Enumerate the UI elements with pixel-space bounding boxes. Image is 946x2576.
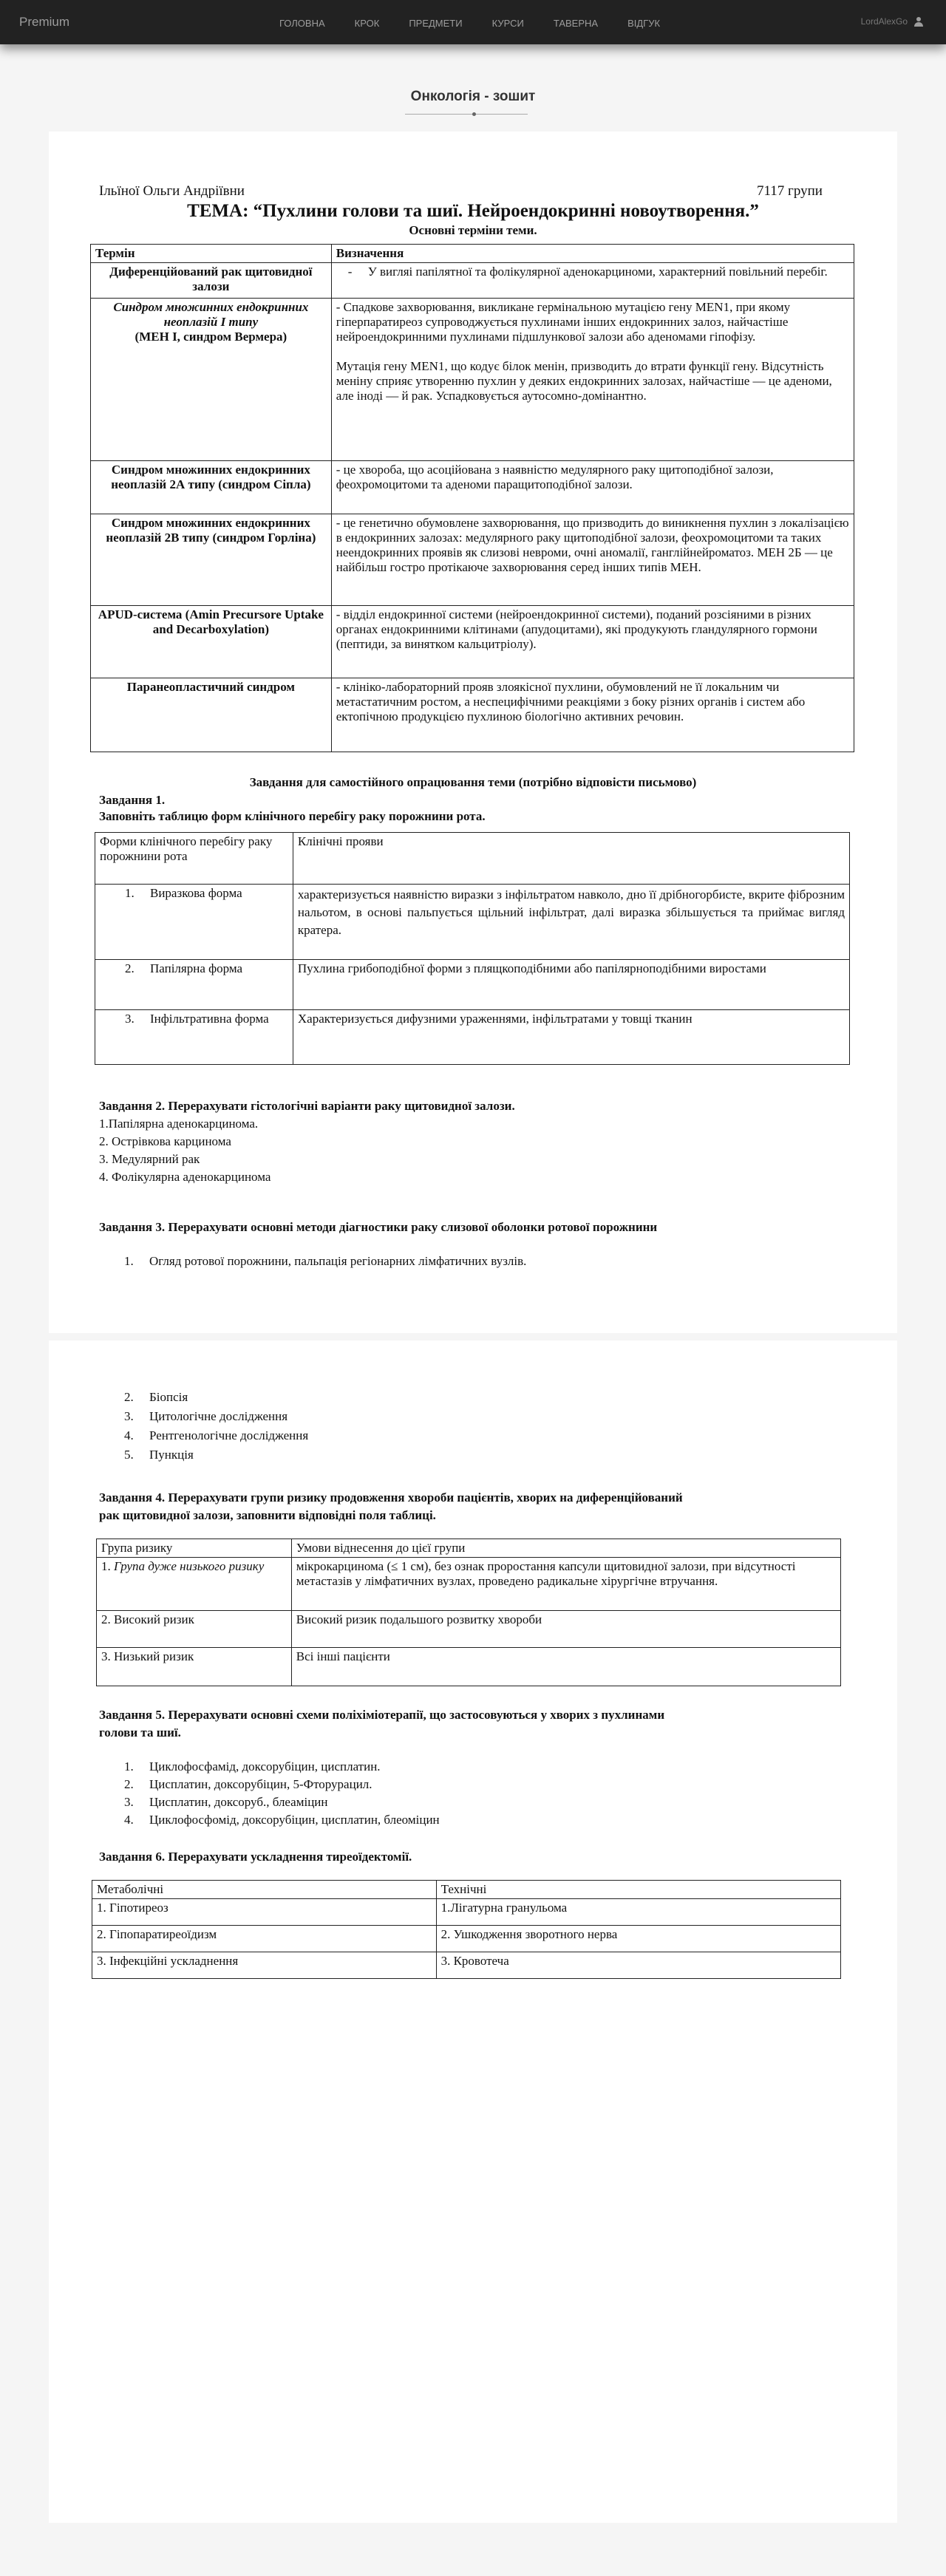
title-divider-dot (472, 112, 476, 116)
table-row (97, 1611, 841, 1648)
table-header-cell: Група ризику (97, 1539, 292, 1558)
list-number: 2. (124, 1390, 134, 1404)
definition-text: У вигляі папілятної та фолікулярної аденокарциноми, характерний повільний перебіг. (367, 265, 828, 279)
terms-table (90, 244, 854, 752)
student-name: Ільїної Ольги Андріївни (99, 183, 245, 199)
table-header-row (92, 1881, 841, 1899)
list-number: 1. (124, 1254, 134, 1268)
term-cell: Синдром множинних ендокринних неоплазій 2А типу (синдром Сіпла) (91, 461, 332, 514)
task5-title-cont: голови та шиї. (99, 1725, 181, 1740)
table-cell: 2. Гіпопаратиреоїдизм (92, 1926, 437, 1952)
condition-cell: Високий ризик подальшого розвитку хвороби (291, 1611, 840, 1648)
group-name: Група дуже низького ризику (114, 1559, 265, 1573)
table-row (91, 299, 854, 461)
list-item: Циклофосфомід, доксорубіцин, цисплатин, блеоміцин (149, 1813, 440, 1827)
document-page-1 (49, 132, 897, 1333)
task4-table (96, 1539, 841, 1686)
term-cell: APUD-система (Amin Precursore Uptake and Decarboxylation) (91, 606, 332, 678)
list-item: Біопсія (149, 1390, 188, 1404)
term-cell (91, 299, 332, 461)
list-item: Рентгенологічне дослідження (149, 1428, 309, 1442)
table-row (97, 1558, 841, 1611)
table-row (92, 1952, 841, 1979)
list-item: Огляд ротової порожнини, пальпація регіонарних лімфатичних вузлів. (149, 1254, 527, 1268)
term-regular: (МЕН I, синдром Вермера) (135, 330, 287, 344)
task2-title: Завдання 2. Перерахувати гістологічні варіанти раку щитовидної залози. (99, 1099, 515, 1113)
table-row (95, 1010, 850, 1065)
table-header-cell: Технічні (436, 1881, 840, 1899)
form-name: Виразкова форма (150, 886, 242, 900)
title-divider (405, 114, 528, 115)
definition-text: - Спадкове захворювання, викликане гермінальною мутацією гену MEN1, при якому гіперпаратиреоз супроводжується пухлинами інших ендокринних залоз, найчастіше нейроендокринними пухлинами підшлункової залози або аденомами гіпофізу. (336, 300, 791, 344)
list-item: Пункція (149, 1448, 194, 1462)
list-number: 4. (124, 1813, 134, 1827)
user-menu[interactable] (861, 16, 924, 27)
description-cell: характеризується наявністю виразки з інфільтратом навколо, дно її дрібногорбисте, вкрите фіброзним нальотом, в основі пальпується щільний інфільтрат, далі виразка збільшується та приймає вигляд кратера. (293, 885, 849, 960)
form-name: Інфільтративна форма (150, 1012, 269, 1026)
list-item: 3. Медулярний рак (99, 1152, 200, 1166)
task6-table (92, 1880, 841, 1979)
list-item: Цисплатин, доксоруб., блеаміцин (149, 1795, 328, 1809)
username[interactable]: LordAlexGo (860, 16, 908, 27)
list-number: 5. (124, 1448, 134, 1462)
task1-title: Завдання 1. (99, 793, 166, 807)
table-row (91, 678, 854, 752)
list-number: 3. (124, 1795, 134, 1809)
table-cell: 1. Гіпотиреоз (92, 1899, 437, 1926)
table-header-cell: Метаболічні (92, 1881, 437, 1899)
task1-subtitle: Заповніть таблицю форм клінічного перебігу раку порожнини рота. (99, 809, 486, 823)
list-item: 1.Папілярна аденокарцинома. (99, 1117, 259, 1131)
table-row (91, 461, 854, 514)
table-row (92, 1899, 841, 1926)
table-header-cell: Визначення (331, 245, 854, 263)
notebook-title: Онкологія - зошит (410, 89, 536, 104)
definition-cell: - це генетично обумовлене захворювання, що призводить до виникнення пухлин з локалізацією в ендокринних залозах: медулярного раку щитоподібної залози, феохромоцитоми та таких неендокринних проявів як слизові невроми, очні аномалії, ганглійнейроматоз. МЕН 2Б — це найбільш гостро протікаюче захворювання серед інших типів МЕН. (331, 514, 854, 606)
list-item: Цитологічне дослідження (149, 1409, 288, 1423)
list-item: 2. Острівкова карцинома (99, 1134, 231, 1148)
definition-cell (331, 299, 854, 461)
term-italic: Синдром множинних ендокринних неоплазій I типу (113, 300, 309, 329)
list-number: 3. (124, 1409, 134, 1423)
group-number: 7117 групи (757, 183, 823, 199)
top-navbar (0, 0, 946, 44)
term-cell: Паранеопластичний синдром (91, 678, 332, 752)
group-cell (97, 1558, 292, 1611)
brand-logo[interactable]: Premium (19, 15, 70, 29)
topic-title: ТЕМА: “Пухлини голови та шиї. Нейроендокринні новоутворення.” (187, 201, 759, 221)
condition-cell: мікрокарцинома (≤ 1 см), без ознак проростання капсули щитовидної залози, при відсутності метастазів у лімфатичних вузлах, проведено радикальне хірургічне втручання. (291, 1558, 840, 1611)
definition-text-2: Мутація гену MEN1, що кодує білок менін, призводить до втрати функції гену. Відсутність меніну сприяє утворенню пухлин у деяких ендокринних залозах, найчастіше — це аденоми, але іноді — й рак. Успадковується аутосомно-домінантно. (336, 359, 832, 403)
nav-link-home[interactable]: ГОЛОВНА (279, 18, 325, 29)
term-cell: Синдром множинних ендокринних неоплазій 2В типу (синдром Горліна) (91, 514, 332, 606)
task3-title: Завдання 3. Перерахувати основні методи діагностики раку слизової оболонки ротової порожнини (99, 1220, 658, 1234)
table-row (97, 1648, 841, 1686)
nav-link-tavern[interactable]: ТАВЕРНА (553, 18, 599, 29)
form-cell (95, 960, 293, 1010)
table-header-cell: Форми клінічного перебігу раку порожнини рота (95, 833, 293, 885)
table-cell: 2. Ушкодження зворотного нерва (436, 1926, 840, 1952)
task5-title: Завдання 5. Перерахувати основні схеми поліхіміотерапії, що застосовуються у хворих з пухлинами (99, 1708, 665, 1722)
list-number: 2. (125, 961, 135, 975)
list-number: 1. (124, 1759, 134, 1773)
nav-link-krok[interactable]: КРОК (354, 18, 380, 29)
group-number: 1. (101, 1559, 114, 1573)
table-row (91, 606, 854, 678)
description-cell: Пухлина грибоподібної форми з плящкоподібними або папілярноподібними виростами (293, 960, 849, 1010)
task1-table (95, 832, 850, 1065)
table-header-row (91, 245, 854, 263)
group-cell: 3. Низький ризик (97, 1648, 292, 1686)
definition-cell: - клініко-лабораторний прояв злоякісної пухлини, обумовлений не її локальним чи метастатичним ростом, а неспецифічними реакціями з боку різних органів і систем або ектопічною продукцією пухлиною біологічно активних речовин. (331, 678, 854, 752)
form-cell (95, 885, 293, 960)
table-header-cell: Термін (91, 245, 332, 263)
form-cell (95, 1010, 293, 1065)
definition-cell: - це хвороба, що асоційована з наявністю медулярного раку щитоподібної залози, феохромоцитоми та аденоми паращитоподібної залози. (331, 461, 854, 514)
table-cell: 3. Кровотеча (436, 1952, 840, 1979)
nav-links (279, 18, 690, 29)
list-number: 3. (125, 1012, 135, 1026)
table-header-cell: Клінічні прояви (293, 833, 849, 885)
table-row (95, 885, 850, 960)
form-name: Папілярна форма (150, 961, 243, 975)
group-cell: 2. Високий ризик (97, 1611, 292, 1648)
list-item: Циклофосфамід, доксорубіцин, цисплатин. (149, 1759, 381, 1773)
self-study-heading: Завдання для самостійного опрацювання теми (потрібно відповісти письмово) (249, 775, 697, 789)
definition-cell: - У вигляі папілятної та фолікулярної аденокарциноми, характерний повільний перебіг. (331, 263, 854, 299)
nav-link-subjects[interactable]: ПРЕДМЕТИ (409, 18, 463, 29)
document-page-2 (49, 1340, 897, 2523)
table-header-row (95, 833, 850, 885)
list-number: 4. (124, 1428, 134, 1442)
table-row (92, 1926, 841, 1952)
table-cell: 1.Лігатурна гранульома (436, 1899, 840, 1926)
description-cell: Характеризується дифузними ураженнями, інфільтратами у товщі тканин (293, 1010, 849, 1065)
list-number: 2. (124, 1777, 134, 1791)
task4-title-cont: рак щитовидної залози, заповнити відповідні поля таблиці. (99, 1508, 436, 1522)
table-row (95, 960, 850, 1010)
user-icon[interactable] (913, 16, 924, 27)
table-row (91, 514, 854, 606)
table-header-cell: Умови віднесення до цієї групи (291, 1539, 840, 1558)
nav-link-courses[interactable]: КУРСИ (491, 18, 524, 29)
term-cell: Диференційований рак щитовидної залози (91, 263, 332, 299)
task4-title: Завдання 4. Перерахувати групи ризику продовження хвороби пацієнтів, хворих на диференційований (99, 1490, 683, 1505)
terms-heading: Основні терміни теми. (409, 223, 537, 237)
table-cell: 3. Інфекційні ускладнення (92, 1952, 437, 1979)
table-header-row (97, 1539, 841, 1558)
list-item: Цисплатин, доксорубіцин, 5-Фторурацил. (149, 1777, 372, 1791)
list-number: 1. (125, 886, 135, 900)
condition-cell: Всі інші пацієнти (291, 1648, 840, 1686)
definition-cell: - відділ ендокринної системи (нейроендокринної системи), поданий розсіяними в різних органах ендокринними клітинами (апудоцитами), які продукують гландулярного гормони (пептиди, за винятком кальцитріолу). (331, 606, 854, 678)
nav-link-feedback[interactable]: ВІДГУК (627, 18, 661, 29)
table-row (91, 263, 854, 299)
list-item: 4. Фолікулярна аденокарцинома (99, 1170, 271, 1184)
task6-title: Завдання 6. Перерахувати ускладнення тиреоїдектомії. (99, 1850, 412, 1864)
